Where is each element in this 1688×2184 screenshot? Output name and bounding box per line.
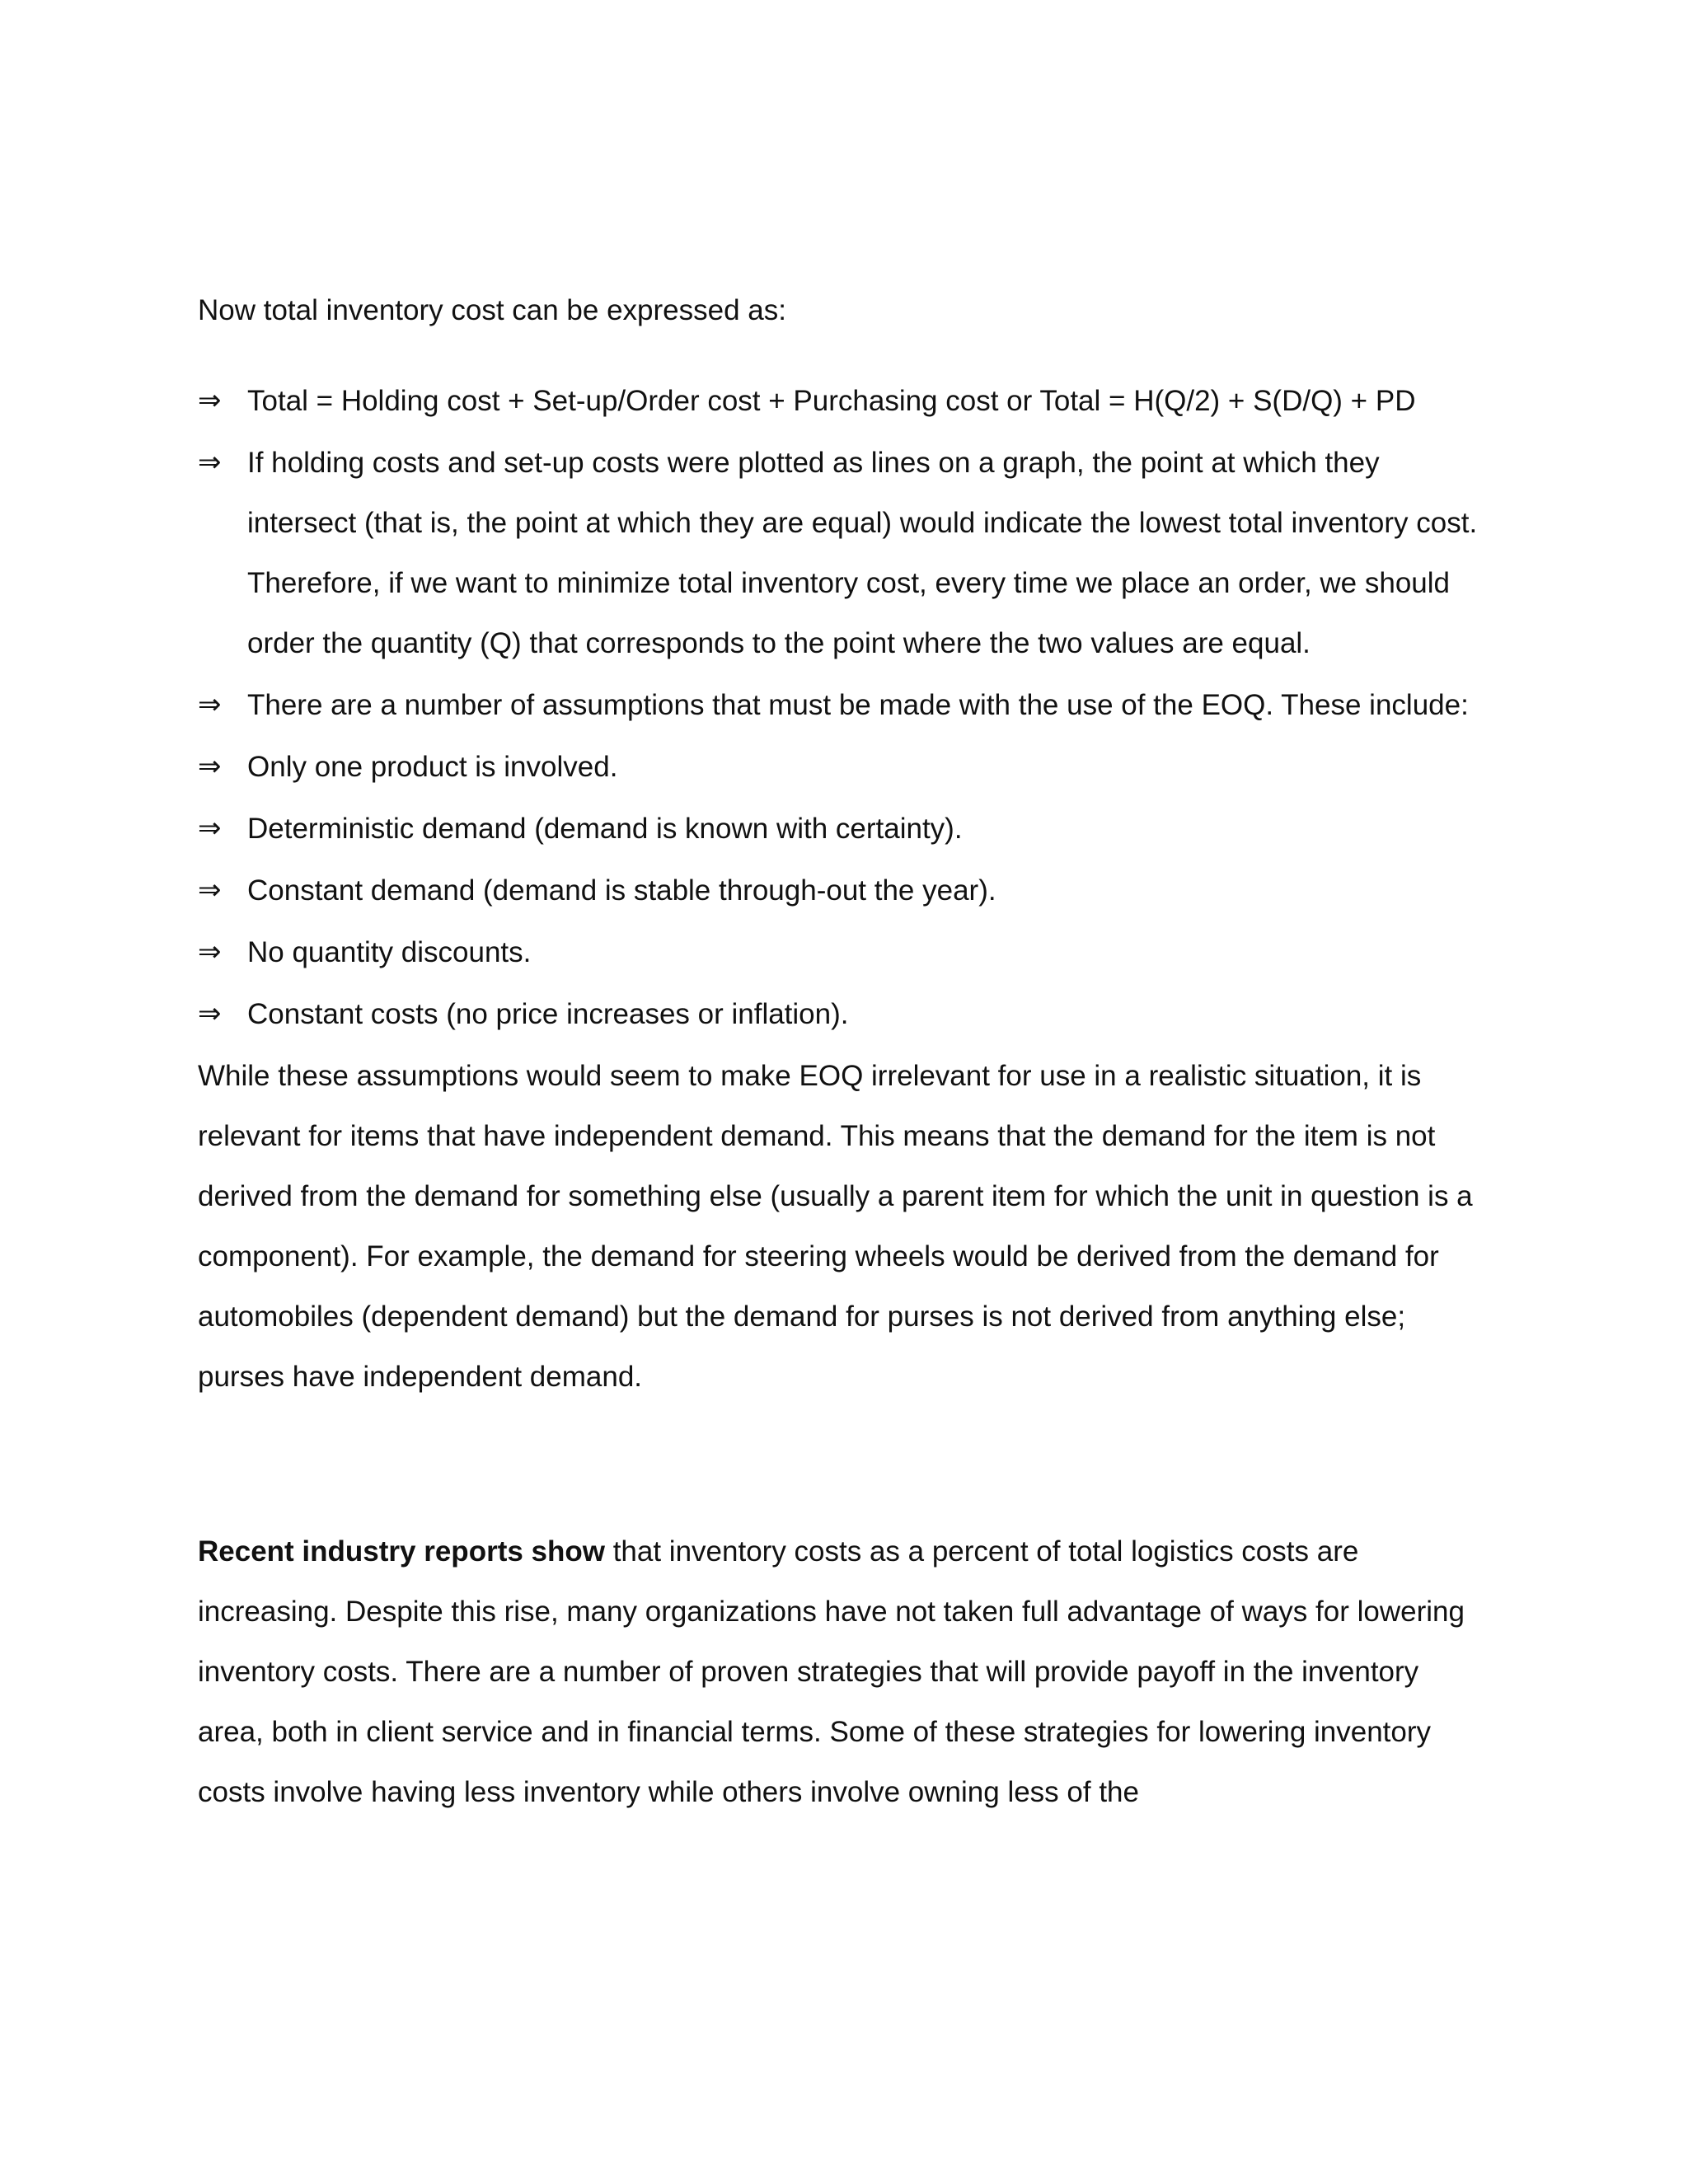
- bullet-text: Only one product is involved.: [247, 751, 618, 783]
- bullet-item: [198, 922, 1484, 982]
- bullet-item: [198, 984, 1484, 1044]
- bullet-item: [198, 799, 1484, 859]
- bullet-item: [198, 860, 1484, 921]
- bullet-text: Deterministic demand (demand is known with certainty).: [247, 813, 963, 845]
- bullet-text: Total = Holding cost + Set-up/Order cost + Purchasing cost or Total = H(Q/2) + S(D/Q) + PD: [247, 385, 1416, 417]
- paragraph-industry-reports: [198, 1521, 1484, 1822]
- double-arrow-icon: ⇒: [198, 997, 222, 1030]
- bullet-item: [198, 675, 1484, 735]
- bullet-list: [198, 371, 1484, 1044]
- double-arrow-icon: ⇒: [198, 874, 222, 907]
- bullet-item: [198, 737, 1484, 797]
- double-arrow-icon: ⇒: [198, 384, 222, 417]
- bullet-text: Constant costs (no price increases or inflation).: [247, 998, 849, 1030]
- double-arrow-icon: ⇒: [198, 446, 222, 479]
- bullet-text: If holding costs and set-up costs were plotted as lines on a graph, the point at which they intersect (that is, the point at which they are equal) would indicate the lowest total inventory cost. Therefore, if we want to minimize total inventory cost, every time we place an order, we should order the quantity (Q) that corresponds to the point where the two values are equal.: [247, 447, 1478, 659]
- double-arrow-icon: ⇒: [198, 750, 222, 783]
- bullet-text: No quantity discounts.: [247, 936, 532, 968]
- document-body: [198, 280, 1484, 1822]
- double-arrow-icon: ⇒: [198, 935, 222, 968]
- bullet-text: There are a number of assumptions that must be made with the use of the EOQ. These include:: [247, 689, 1469, 721]
- bullet-text: Constant demand (demand is stable through-out the year).: [247, 874, 996, 907]
- paragraph-eoq-relevance: While these assumptions would seem to make EOQ irrelevant for use in a realistic situation, it is relevant for items that have independent demand. This means that the demand for the item is not derived from the demand for something else (usually a parent item for which the unit in question is a component). For example, the demand for steering wheels would be derived from the demand for automobiles (dependent demand) but the demand for purses is not derived from anything else; purses have independent demand.: [198, 1060, 1473, 1393]
- bold-lead-phrase: Recent industry reports show: [198, 1535, 605, 1568]
- bullet-item: [198, 371, 1484, 431]
- paragraph-text: that inventory costs as a percent of total logistics costs are increasing. Despite this rise, many organizations have not taken full advantage of ways for lowering inventory costs. There are a number of proven strategies that will provide payoff in the inventory area, both in client service and in financial terms. Some of these strategies for lowering inventory costs involve having less inventory while others involve owning less of the: [198, 1535, 1465, 1808]
- double-arrow-icon: ⇒: [198, 812, 222, 845]
- intro-text: Now total inventory cost can be expressed as:: [198, 294, 786, 326]
- bullet-item: [198, 433, 1484, 673]
- double-arrow-icon: ⇒: [198, 688, 222, 721]
